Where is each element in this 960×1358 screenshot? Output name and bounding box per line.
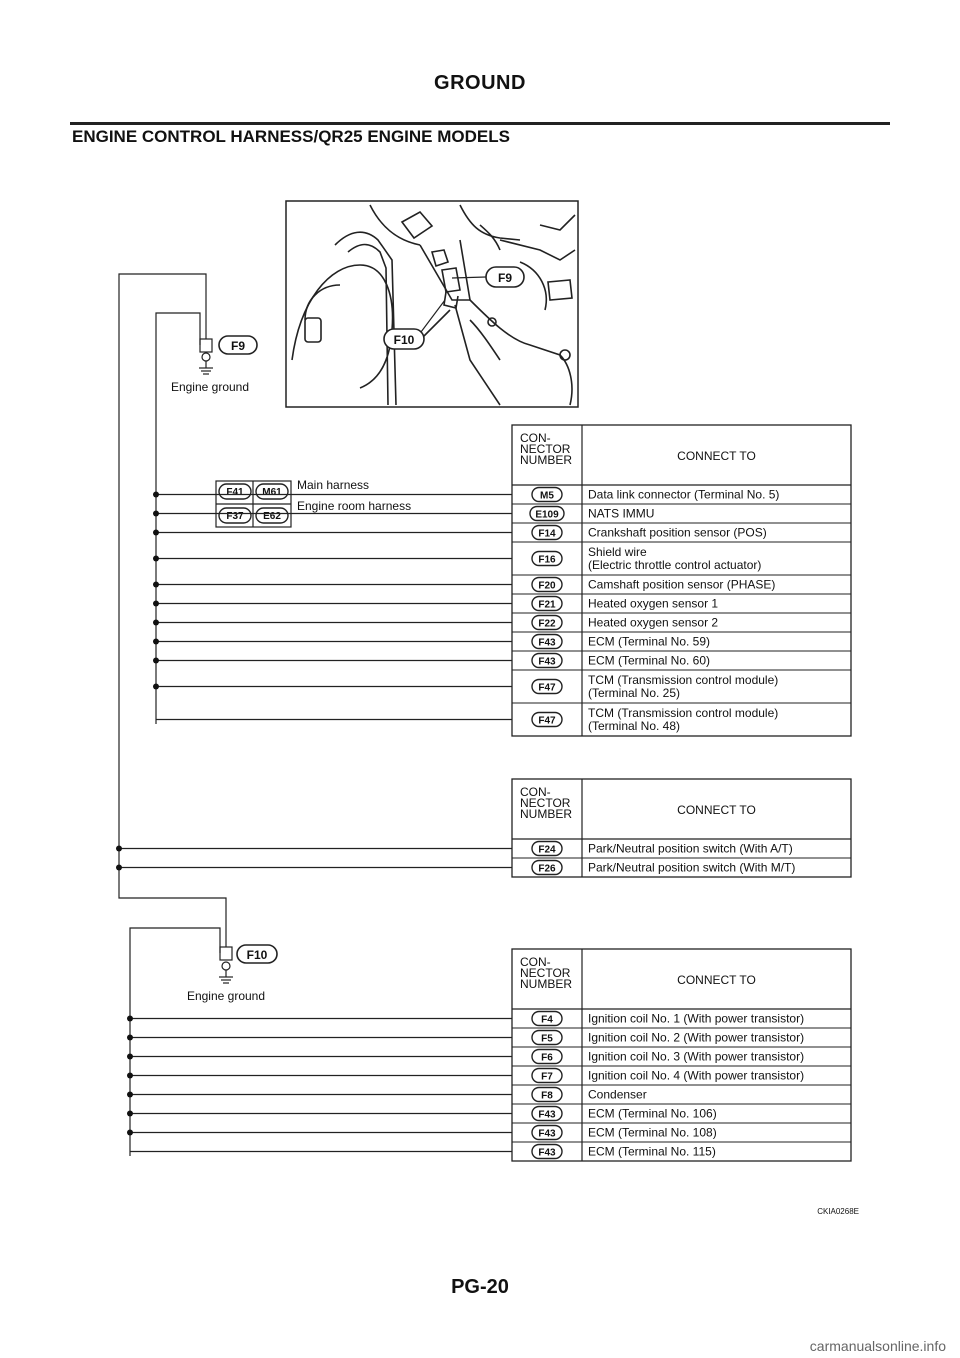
connector-number: F6 xyxy=(541,1052,553,1064)
connector-number: F43 xyxy=(538,1128,556,1140)
harness-connector-m61 xyxy=(256,484,288,499)
ground-f10-connector: F10 xyxy=(246,948,268,962)
ground-f9-terminal xyxy=(200,339,212,352)
connect-to-text: ECM (Terminal No. 108) xyxy=(588,1125,717,1140)
connect-to-text: ECM (Terminal No. 60) xyxy=(588,653,711,668)
harness-connectors xyxy=(216,478,411,527)
figure-code: CKIA0268E xyxy=(817,1207,859,1216)
connector-number: F21 xyxy=(538,599,556,611)
page-title: GROUND xyxy=(434,72,526,94)
connect-to-text: Condenser xyxy=(588,1087,647,1102)
connector-number: F43 xyxy=(538,1109,556,1121)
connect-to-text: ECM (Terminal No. 59) xyxy=(588,634,711,649)
engine-room-harness-label: Engine room harness xyxy=(297,499,412,513)
connector-number: F43 xyxy=(538,656,556,668)
connect-to-text: NATS IMMU xyxy=(588,506,655,521)
svg-text:F37: F37 xyxy=(226,511,244,522)
splice-dot xyxy=(127,1092,133,1098)
connector-table-2 xyxy=(512,779,851,877)
trunk-wires xyxy=(119,274,226,1156)
table-header-connect-to: CONNECT TO xyxy=(677,449,756,463)
connect-to-text: TCM (Transmission control module) (Terminal No. 25) xyxy=(588,673,779,700)
harness-connector-e62 xyxy=(256,508,288,523)
splice-dot xyxy=(153,492,159,498)
svg-text:M61: M61 xyxy=(262,487,282,498)
splice-dot xyxy=(127,1016,133,1022)
section-title: ENGINE CONTROL HARNESS/QR25 ENGINE MODELS xyxy=(72,127,510,146)
table-header-connect-to: CONNECT TO xyxy=(677,973,756,987)
main-harness-label: Main harness xyxy=(297,478,370,492)
connector-tables xyxy=(512,425,851,1161)
branch-wires xyxy=(116,492,512,1152)
splice-dot xyxy=(127,1054,133,1060)
ground-f9-connector: F9 xyxy=(230,339,246,353)
connect-to-text: Ignition coil No. 1 (With power transistor) xyxy=(588,1011,805,1026)
connector-number: F47 xyxy=(538,715,556,727)
ground-f9-label: Engine ground xyxy=(170,380,250,394)
connect-to-text: Crankshaft position sensor (POS) xyxy=(588,525,767,540)
connector-number: F5 xyxy=(541,1033,553,1045)
splice-dot xyxy=(153,582,159,588)
connector-number: F4 xyxy=(541,1014,553,1026)
connector-number: F43 xyxy=(538,1147,556,1159)
connect-to-text: Camshaft position sensor (PHASE) xyxy=(588,577,776,592)
connect-to-text: ECM (Terminal No. 115) xyxy=(588,1144,716,1159)
connect-to-text: Heated oxygen sensor 2 xyxy=(588,615,719,630)
splice-dot xyxy=(153,511,159,517)
table-header-connector-number: CON-NECTOR NUMBER xyxy=(520,431,573,467)
watermark: carmanualsonline.info xyxy=(809,1338,946,1354)
connect-to-text: Park/Neutral position switch (With M/T) xyxy=(588,860,796,875)
splice-dot xyxy=(153,530,159,536)
connect-to-text: Ignition coil No. 4 (With power transistor) xyxy=(588,1068,805,1083)
page-number: PG-20 xyxy=(451,1276,509,1298)
connector-number: F43 xyxy=(538,637,556,649)
connect-to-text: ECM (Terminal No. 106) xyxy=(588,1106,717,1121)
connector-number: F26 xyxy=(538,863,556,875)
splice-dot xyxy=(116,865,122,871)
connect-to-text: Ignition coil No. 3 (With power transistor) xyxy=(588,1049,805,1064)
connector-number: E109 xyxy=(535,509,559,521)
connect-to-text: Data link connector (Terminal No. 5) xyxy=(588,487,780,502)
connector-number: F47 xyxy=(538,682,556,694)
connector-number: F16 xyxy=(538,554,556,566)
connector-number: F8 xyxy=(541,1090,553,1102)
splice-dot xyxy=(127,1035,133,1041)
photo-callout-f9 xyxy=(486,267,524,287)
engine-photo xyxy=(286,201,578,407)
splice-dot xyxy=(153,658,159,664)
harness-connector-f37 xyxy=(219,508,251,523)
splice-dot xyxy=(127,1130,133,1136)
splice-dot xyxy=(116,846,122,852)
connect-to-text: Park/Neutral position switch (With A/T) xyxy=(588,841,793,856)
connector-number: F24 xyxy=(538,844,556,856)
table-header-connector-number: CON-NECTOR NUMBER xyxy=(520,785,573,821)
photo-callout-f10-text: F10 xyxy=(393,333,415,347)
svg-text:F41: F41 xyxy=(226,487,244,498)
table-header-connector-number: CON-NECTOR NUMBER xyxy=(520,955,573,991)
harness-connector-f41 xyxy=(219,484,251,499)
svg-text:E62: E62 xyxy=(263,511,281,522)
splice-dot xyxy=(153,684,159,690)
ground-f9 xyxy=(171,336,257,394)
connector-number: F7 xyxy=(541,1071,553,1083)
connector-number: F14 xyxy=(538,528,556,540)
splice-dot xyxy=(153,620,159,626)
splice-dot xyxy=(153,556,159,562)
splice-dot xyxy=(127,1111,133,1117)
connector-table-1 xyxy=(512,425,851,736)
ground-f10-terminal xyxy=(220,947,232,960)
connector-number: F20 xyxy=(538,580,556,592)
connect-to-text: TCM (Transmission control module) (Terminal No. 48) xyxy=(588,706,779,733)
connect-to-text: Shield wire (Electric throttle control actuator) xyxy=(588,545,762,572)
connector-table-3 xyxy=(512,949,851,1161)
photo-callout-f9-text: F9 xyxy=(497,271,513,285)
table-header-connect-to: CONNECT TO xyxy=(677,803,756,817)
connector-number: F22 xyxy=(538,618,556,630)
ground-f10-label: Engine ground xyxy=(186,989,266,1003)
connect-to-text: Heated oxygen sensor 1 xyxy=(588,596,719,611)
splice-dot xyxy=(127,1073,133,1079)
splice-dot xyxy=(153,601,159,607)
photo-callout-f10 xyxy=(384,329,424,349)
connect-to-text: Ignition coil No. 2 (With power transistor) xyxy=(588,1030,805,1045)
ground-f10 xyxy=(187,945,277,1003)
splice-dot xyxy=(153,639,159,645)
connector-number: M5 xyxy=(540,490,554,502)
